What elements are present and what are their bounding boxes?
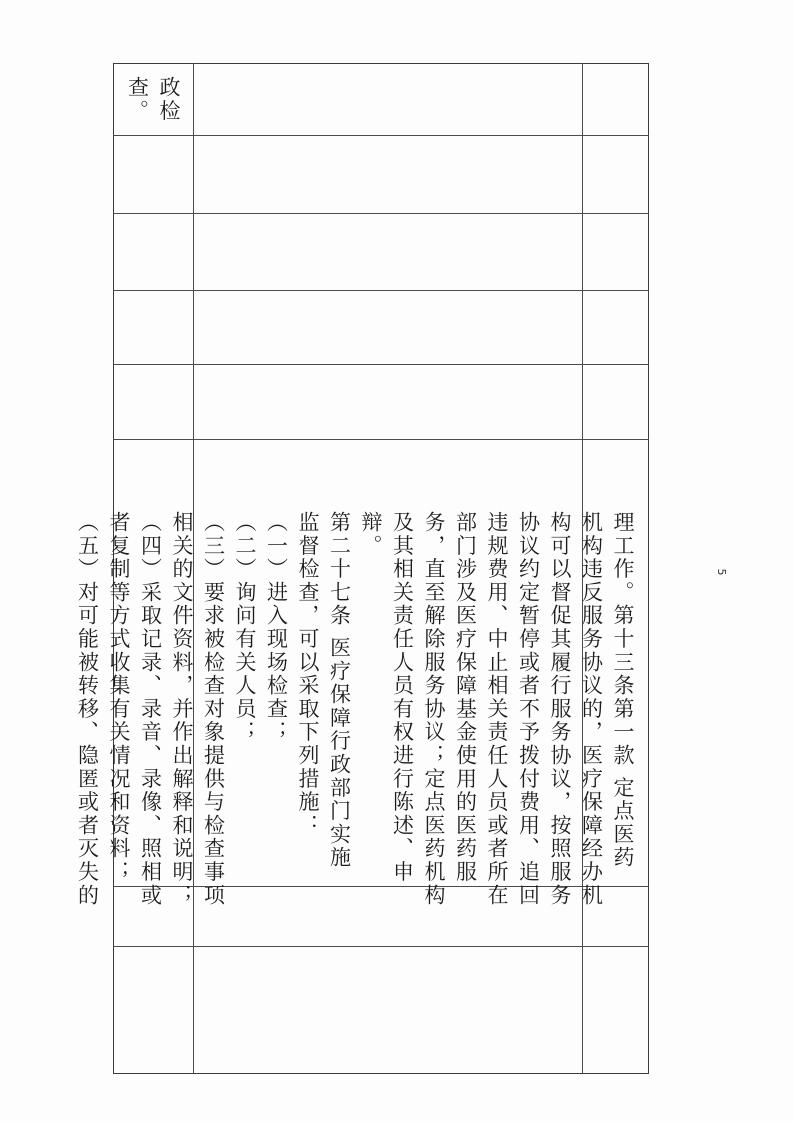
top-cell-text [121,76,184,126]
text-line: 相关的文件资料，并作出解释和说明； [170,511,194,908]
text-line: （二）询问有关人员； [233,511,257,744]
text-line: 第二十七条 医疗保障行政部门实施 [327,511,352,870]
text-line: 监督检查，可以采取下列措施： [296,511,320,838]
text-line: 机构违反服务协议的，医疗保障经办机 [579,511,604,908]
text-line: 者复制等方式收集有关情况和资料； [107,511,131,884]
text-line: （五）对可能被转移、隐匿或者灭失的 [75,511,100,908]
text-line: 查。 [125,76,150,123]
text-line: 及其相关责任人员有权进行陈述、申 [390,511,415,884]
text-line: 务，直至解除服务协议；定点医药机构 [422,511,446,908]
text-line: 理工作。第十三条第一款 定点医药 [611,511,635,870]
text-line: 政检 [157,76,181,123]
text-line: 协议约定暂停或者不予拨付费用、追回 [516,511,541,908]
text-line: 辩。 [359,511,383,558]
text-line: （三）要求被检查对象提供与检查事项 [201,511,226,908]
body-cell-text [71,511,638,931]
page-number: 5 [715,568,728,576]
text-line: （四）采取记录、录音、录像、照相或 [138,511,163,908]
text-line: 构可以督促其履行服务协议，按照服务 [548,511,572,908]
text-line: （一）进入现场检查； [264,511,289,744]
text-line: 违规费用、中止相关责任人员或者所在 [485,511,509,908]
text-line: 部门涉及医疗保障基金使用的医药服 [453,511,478,884]
